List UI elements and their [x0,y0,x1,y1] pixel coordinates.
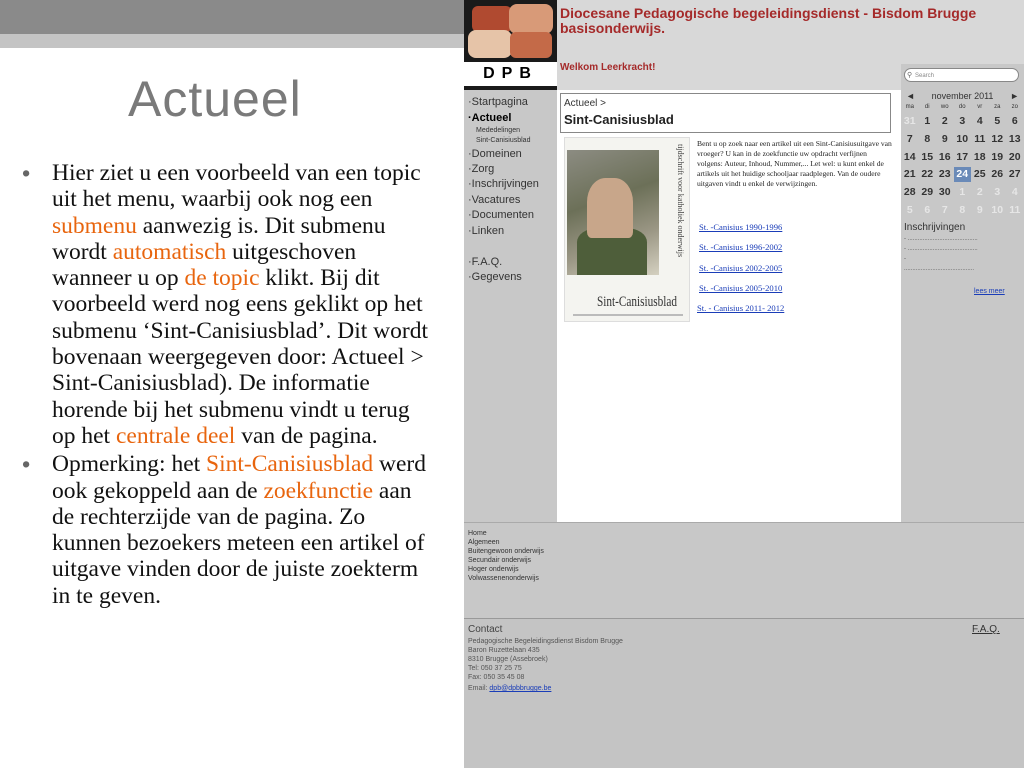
main-content [557,90,901,522]
footer-link-home[interactable]: Home [468,530,487,537]
calendar-day[interactable]: 28 [903,186,916,199]
nav-zorg[interactable]: ·Zorg [468,163,495,175]
calendar-day[interactable]: 11 [974,132,986,145]
calendar-day[interactable]: 26 [991,168,1004,181]
cover-photo-detail [587,178,633,238]
calendar-day[interactable]: 11 [1009,204,1021,216]
bullet-text: werd ook gekoppeld aan de [52,451,427,504]
calendar-day[interactable]: 5 [994,115,1001,127]
calendar-day[interactable]: 31 [903,115,916,127]
inschrijvingen-heading: Inschrijvingen [904,222,966,233]
highlight-submenu: submenu [52,212,137,239]
footer-link-algemeen[interactable]: Algemeen [468,539,500,546]
calendar-day[interactable]: 19 [991,150,1004,163]
contact-line: Baron Ruzettelaan 435 [468,647,540,654]
logo-text: DPB [464,62,557,86]
nav-documenten[interactable]: ·Documenten [468,209,535,221]
bullet-text: uitgeschoven wanneer u op [52,238,357,292]
calendar-day[interactable]: 12 [991,132,1004,145]
highlight-sint-canisiusblad: Sint-Canisiusblad [206,451,374,478]
contact-footer [464,618,1024,768]
intro-text: Bent u op zoek naar een artikel uit een Sint-Canisiusuitgave van vroeger? U kan in de zoekfunctie uw opdracht verfijnen volgens: Auteur, Inhoud, Nummer,... Let wel: u kunt enkel de artikels uit het huidige schooljaar raadplegen. Van de oudere uitgaven vindt u enkel de verwijzingen. [697,139,892,188]
weekday-label: di [924,104,930,110]
search-icon: ⚲ [907,72,913,79]
calendar-next-icon[interactable]: ► [1010,91,1019,101]
top-band-dark [0,0,464,34]
calendar-day[interactable]: 7 [941,204,948,216]
calendar-day[interactable]: 9 [976,204,983,216]
puzzle-piece-icon [472,6,512,32]
inschrijvingen-line: - [904,256,906,262]
bullet-text: aanwezig is. Dit submenu wordt [52,212,386,265]
link-canisius-1990-1996[interactable]: St. -Canisius 1990-1996 [699,222,783,232]
footer-link-buitengewoon[interactable]: Buitengewoon onderwijs [468,548,544,555]
page-title: Sint-Canisiusblad [564,112,674,127]
nav-domeinen[interactable]: ·Domeinen [468,148,522,160]
calendar-prev-icon[interactable]: ◄ [906,91,915,101]
email-label: Email: [468,685,490,692]
calendar-day[interactable]: 6 [924,204,931,216]
highlight-automatisch: automatisch [112,238,227,265]
calendar-day[interactable]: 24 [954,167,972,182]
lees-meer-link[interactable]: lees meer [974,288,1005,295]
nav-gegevens[interactable]: ·Gegevens [468,271,522,283]
nav-actueel[interactable]: ·Actueel [468,112,512,124]
calendar-day[interactable]: 22 [921,168,934,181]
nav-startpagina[interactable]: ·Startpagina [468,96,528,108]
bullet-item-1 [18,160,438,449]
calendar-month: november 2011 [931,91,994,101]
nav-sub-mededelingen[interactable]: Mededelingen [476,127,520,134]
breadcrumb[interactable]: Actueel > [564,98,606,109]
bullet-text: Opmerking: het [52,451,207,478]
calendar-day[interactable]: 27 [1008,168,1021,181]
calendar-day[interactable]: 10 [956,132,969,145]
calendar-day[interactable]: 8 [924,132,931,145]
link-canisius-2002-2005[interactable]: St. -Canisius 2002-2005 [699,263,783,273]
email-link[interactable]: dpb@dpbbrugge.be [489,685,552,692]
calendar-day[interactable]: 4 [976,115,983,127]
nav-faq[interactable]: ·F.A.Q. [468,256,503,268]
website-screenshot [464,0,1024,768]
site-nav [464,90,557,522]
calendar-day[interactable]: 3 [994,186,1001,199]
cover-title: Sint-Canisiusblad [597,294,678,310]
calendar-day[interactable]: 9 [941,132,948,145]
contact-email-line [468,685,551,692]
calendar-day[interactable]: 16 [938,150,951,163]
calendar-day[interactable]: 4 [1011,186,1018,199]
bullet-dot-icon: • [22,160,31,186]
weekday-label: vr [977,104,983,110]
cover-vertical-text: tijdschrift voor katholiek onderwijs [676,144,685,258]
bullet-text: aan de rechterzijde van de pagina. Zo kunnen bezoekers meteen een artikel of uitgave vinden door de juiste zoekterm in te geven. [52,477,425,609]
link-canisius-1996-2002[interactable]: St. -Canisius 1996-2002 [699,242,783,252]
calendar-day[interactable]: 18 [973,150,986,163]
slide-title: Actueel [128,71,302,127]
calendar-day[interactable]: 30 [938,186,951,199]
calendar-day[interactable]: 10 [991,204,1004,216]
calendar-day[interactable]: 5 [906,204,913,216]
org-title: Diocesane Pedagogische begeleidingsdienst - Bisdom Brugge basisonderwijs. [560,5,977,36]
contact-line: Tel: 050 37 25 75 [468,665,522,672]
cover-divider [573,314,683,316]
footer-link-hoger[interactable]: Hoger onderwijs [468,566,519,573]
calendar-day[interactable]: 13 [1008,132,1021,145]
highlight-de-topic: de topic [184,265,260,292]
top-band-light [0,34,464,48]
calendar-day[interactable]: 2 [941,115,948,127]
inschrijvingen-line[interactable]: .......................................... [904,266,975,272]
link-canisius-2005-2010[interactable]: St. -Canisius 2005-2010 [699,283,783,293]
inschrijvingen-line[interactable]: - .......................................... [904,236,978,242]
calendar-day[interactable]: 6 [1011,115,1018,127]
puzzle-piece-icon [510,32,552,58]
calendar-day[interactable]: 20 [1008,150,1021,163]
nav-sub-sint-canisiusblad[interactable]: Sint-Canisiusblad [476,137,531,144]
link-canisius-2011-2012[interactable]: St. - Canisius 2011- 2012 [697,303,785,313]
calendar-day[interactable]: 2 [976,186,983,199]
nav-inschrijvingen[interactable]: ·Inschrijvingen [468,178,539,190]
calendar-day[interactable]: 25 [973,168,986,181]
magazine-cover-image [564,137,690,322]
weekday-label: do [958,104,966,110]
weekday-label: za [994,104,1001,110]
puzzle-piece-icon [468,30,512,58]
nav-linken[interactable]: ·Linken [468,225,505,237]
welcome-text: Welkom Leerkracht! [560,62,656,73]
calendar-day[interactable]: 1 [959,186,966,199]
calendar-day[interactable]: 21 [903,168,916,181]
search-placeholder: Search [915,73,935,79]
calendar-day[interactable]: 8 [959,204,966,216]
calendar-day[interactable]: 15 [921,150,934,163]
contact-line: Pedagogische Begeleidingsdienst Bisdom Brugge [468,638,623,645]
highlight-zoekfunctie: zoekfunctie [263,477,374,504]
contact-line: Fax: 050 35 45 08 [468,674,525,681]
bullet-text: klikt. Bij dit voorbeeld werd nog eens geklikt op het submenu ‘Sint-Canisiusblad’. Dit wordt bovenaan weergegeven door: Actueel > Sint-Canisiusblad). De informatie horende bij het submenu vindt u terug op het [52,265,428,449]
bullet-dot-icon: • [22,451,31,478]
calendar-day[interactable]: 3 [959,115,966,127]
footer-links [464,522,1024,619]
search-input[interactable] [904,68,1019,82]
calendar-day[interactable]: 29 [921,186,934,199]
footer-link-volwassenen[interactable]: Volwassenenonderwijs [468,575,539,582]
bullet-item-2 [18,451,438,609]
puzzle-piece-icon [509,4,553,34]
right-sidebar [901,64,1024,522]
weekday-label: zo [1011,104,1018,110]
footer-link-secundair[interactable]: Secundair onderwijs [468,557,532,564]
highlight-centrale-deel: centrale deel [115,422,236,449]
calendar-day[interactable]: 7 [906,132,913,145]
calendar-day[interactable]: 14 [903,150,916,163]
calendar-day[interactable]: 23 [938,168,951,181]
contact-line: 8310 Brugge (Assebroek) [468,656,548,663]
title-box [560,93,891,133]
bullet-text: Hier ziet u een voorbeeld van een topic uit het menu, waarbij ook nog een [52,160,421,213]
footer-faq-link[interactable]: F.A.Q. [972,624,1000,635]
inschrijvingen-line[interactable]: - .......................................... [904,246,978,252]
bullet-list [18,160,438,611]
bullet-text: van de pagina. [235,422,378,449]
nav-vacatures[interactable]: ·Vacatures [468,194,521,206]
contact-title: Contact [468,624,503,635]
calendar-day[interactable]: 1 [924,115,931,127]
weekday-label: ma [905,104,914,110]
weekday-label: wo [940,104,949,110]
dpb-logo[interactable] [464,0,557,90]
calendar-header [904,91,1021,103]
calendar-day[interactable]: 17 [956,150,969,163]
